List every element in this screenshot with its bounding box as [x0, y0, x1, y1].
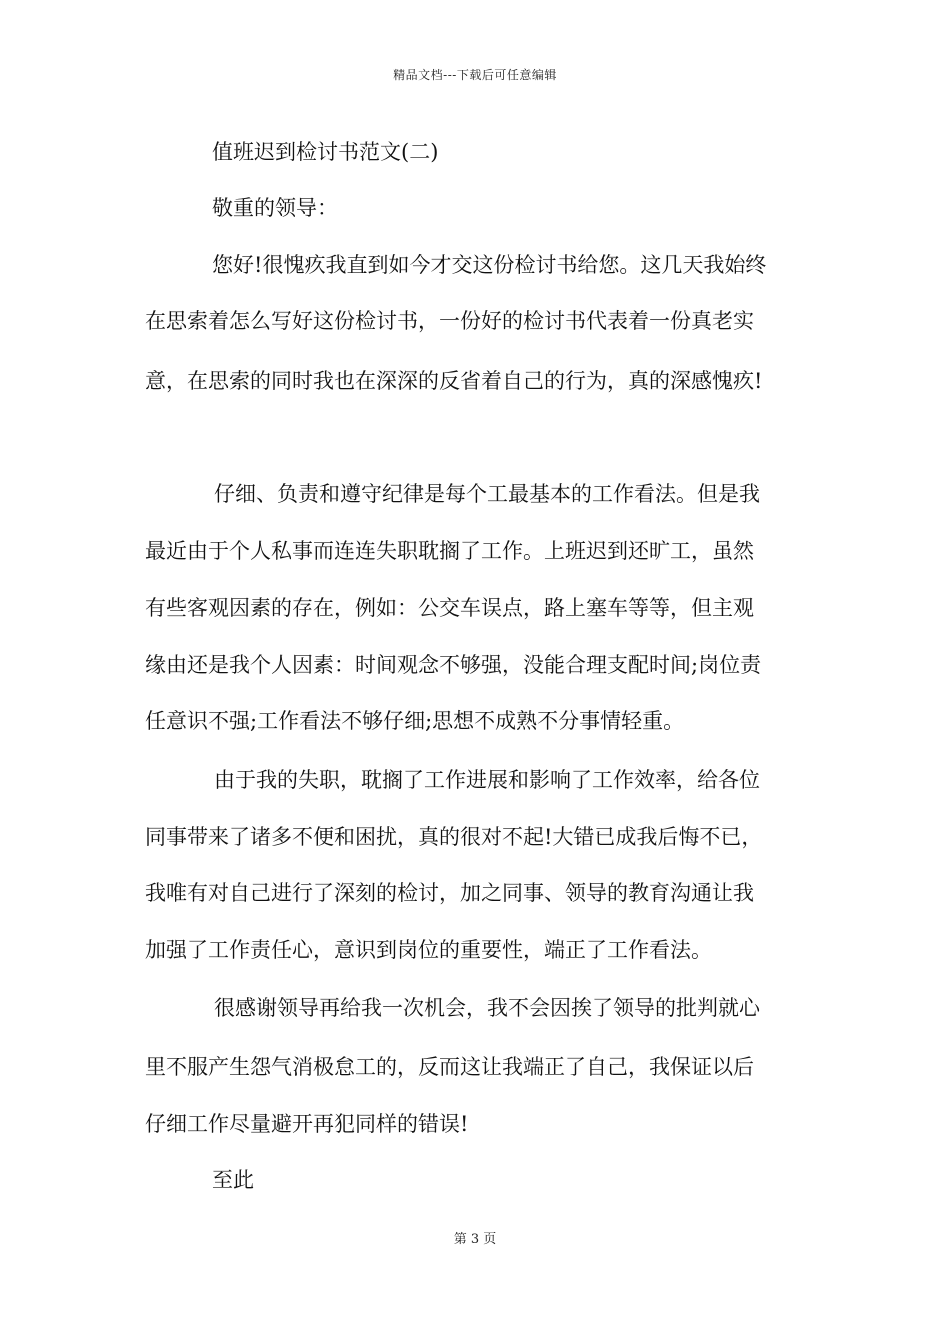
- salutation: 敬重的领导：: [212, 196, 338, 220]
- paragraph-line: 有些客观因素的存在，例如：公交车误点，路上塞车等等，但主观: [145, 596, 754, 620]
- paragraph-line: 意，在思索的同时我也在深深的反省着自己的行为，真的深感愧疚!: [145, 369, 763, 393]
- page-header: 精品文档---下载后可任意编辑: [393, 68, 557, 82]
- paragraph-line: 缘由还是我个人因素：时间观念不够强，没能合理支配时间;岗位责: [145, 653, 762, 677]
- page-number: 第 3 页: [453, 1232, 497, 1247]
- paragraph-line: 同事带来了诸多不便和困扰，真的很对不起!大错已成我后悔不已，: [145, 825, 763, 849]
- paragraph-line: 在思索着怎么写好这份检讨书，一份好的检讨书代表着一份真老实: [145, 309, 754, 333]
- paragraph-line: 仔细工作尽量避开再犯同样的错误!: [145, 1112, 469, 1136]
- paragraph-line: 任意识不强;工作看法不够仔细;思想不成熟不分事情轻重。: [145, 709, 685, 733]
- closing-text: 至此: [212, 1168, 254, 1192]
- paragraph-line: 由于我的失职，耽搁了工作进展和影响了工作效率，给各位: [214, 768, 760, 792]
- paragraph-line: 我唯有对自己进行了深刻的检讨，加之同事、领导的教育沟通让我: [145, 881, 754, 905]
- paragraph-line: 很感谢领导再给我一次机会，我不会因挨了领导的批判就心: [214, 996, 760, 1020]
- document-title: 值班迟到检讨书范文(二): [212, 140, 439, 164]
- paragraph-line: 最近由于个人私事而连连失职耽搁了工作。上班迟到还旷工，虽然: [145, 539, 754, 563]
- paragraph-line: 您好!很愧疚我直到如今才交这份检讨书给您。这几天我始终: [212, 253, 767, 277]
- paragraph-line: 仔细、负责和遵守纪律是每个工最基本的工作看法。但是我: [214, 482, 760, 506]
- paragraph-line: 里不服产生怨气消极怠工的，反而这让我端正了自己，我保证以后: [145, 1055, 754, 1079]
- paragraph-line: 加强了工作责任心，意识到岗位的重要性，端正了工作看法。: [145, 938, 712, 962]
